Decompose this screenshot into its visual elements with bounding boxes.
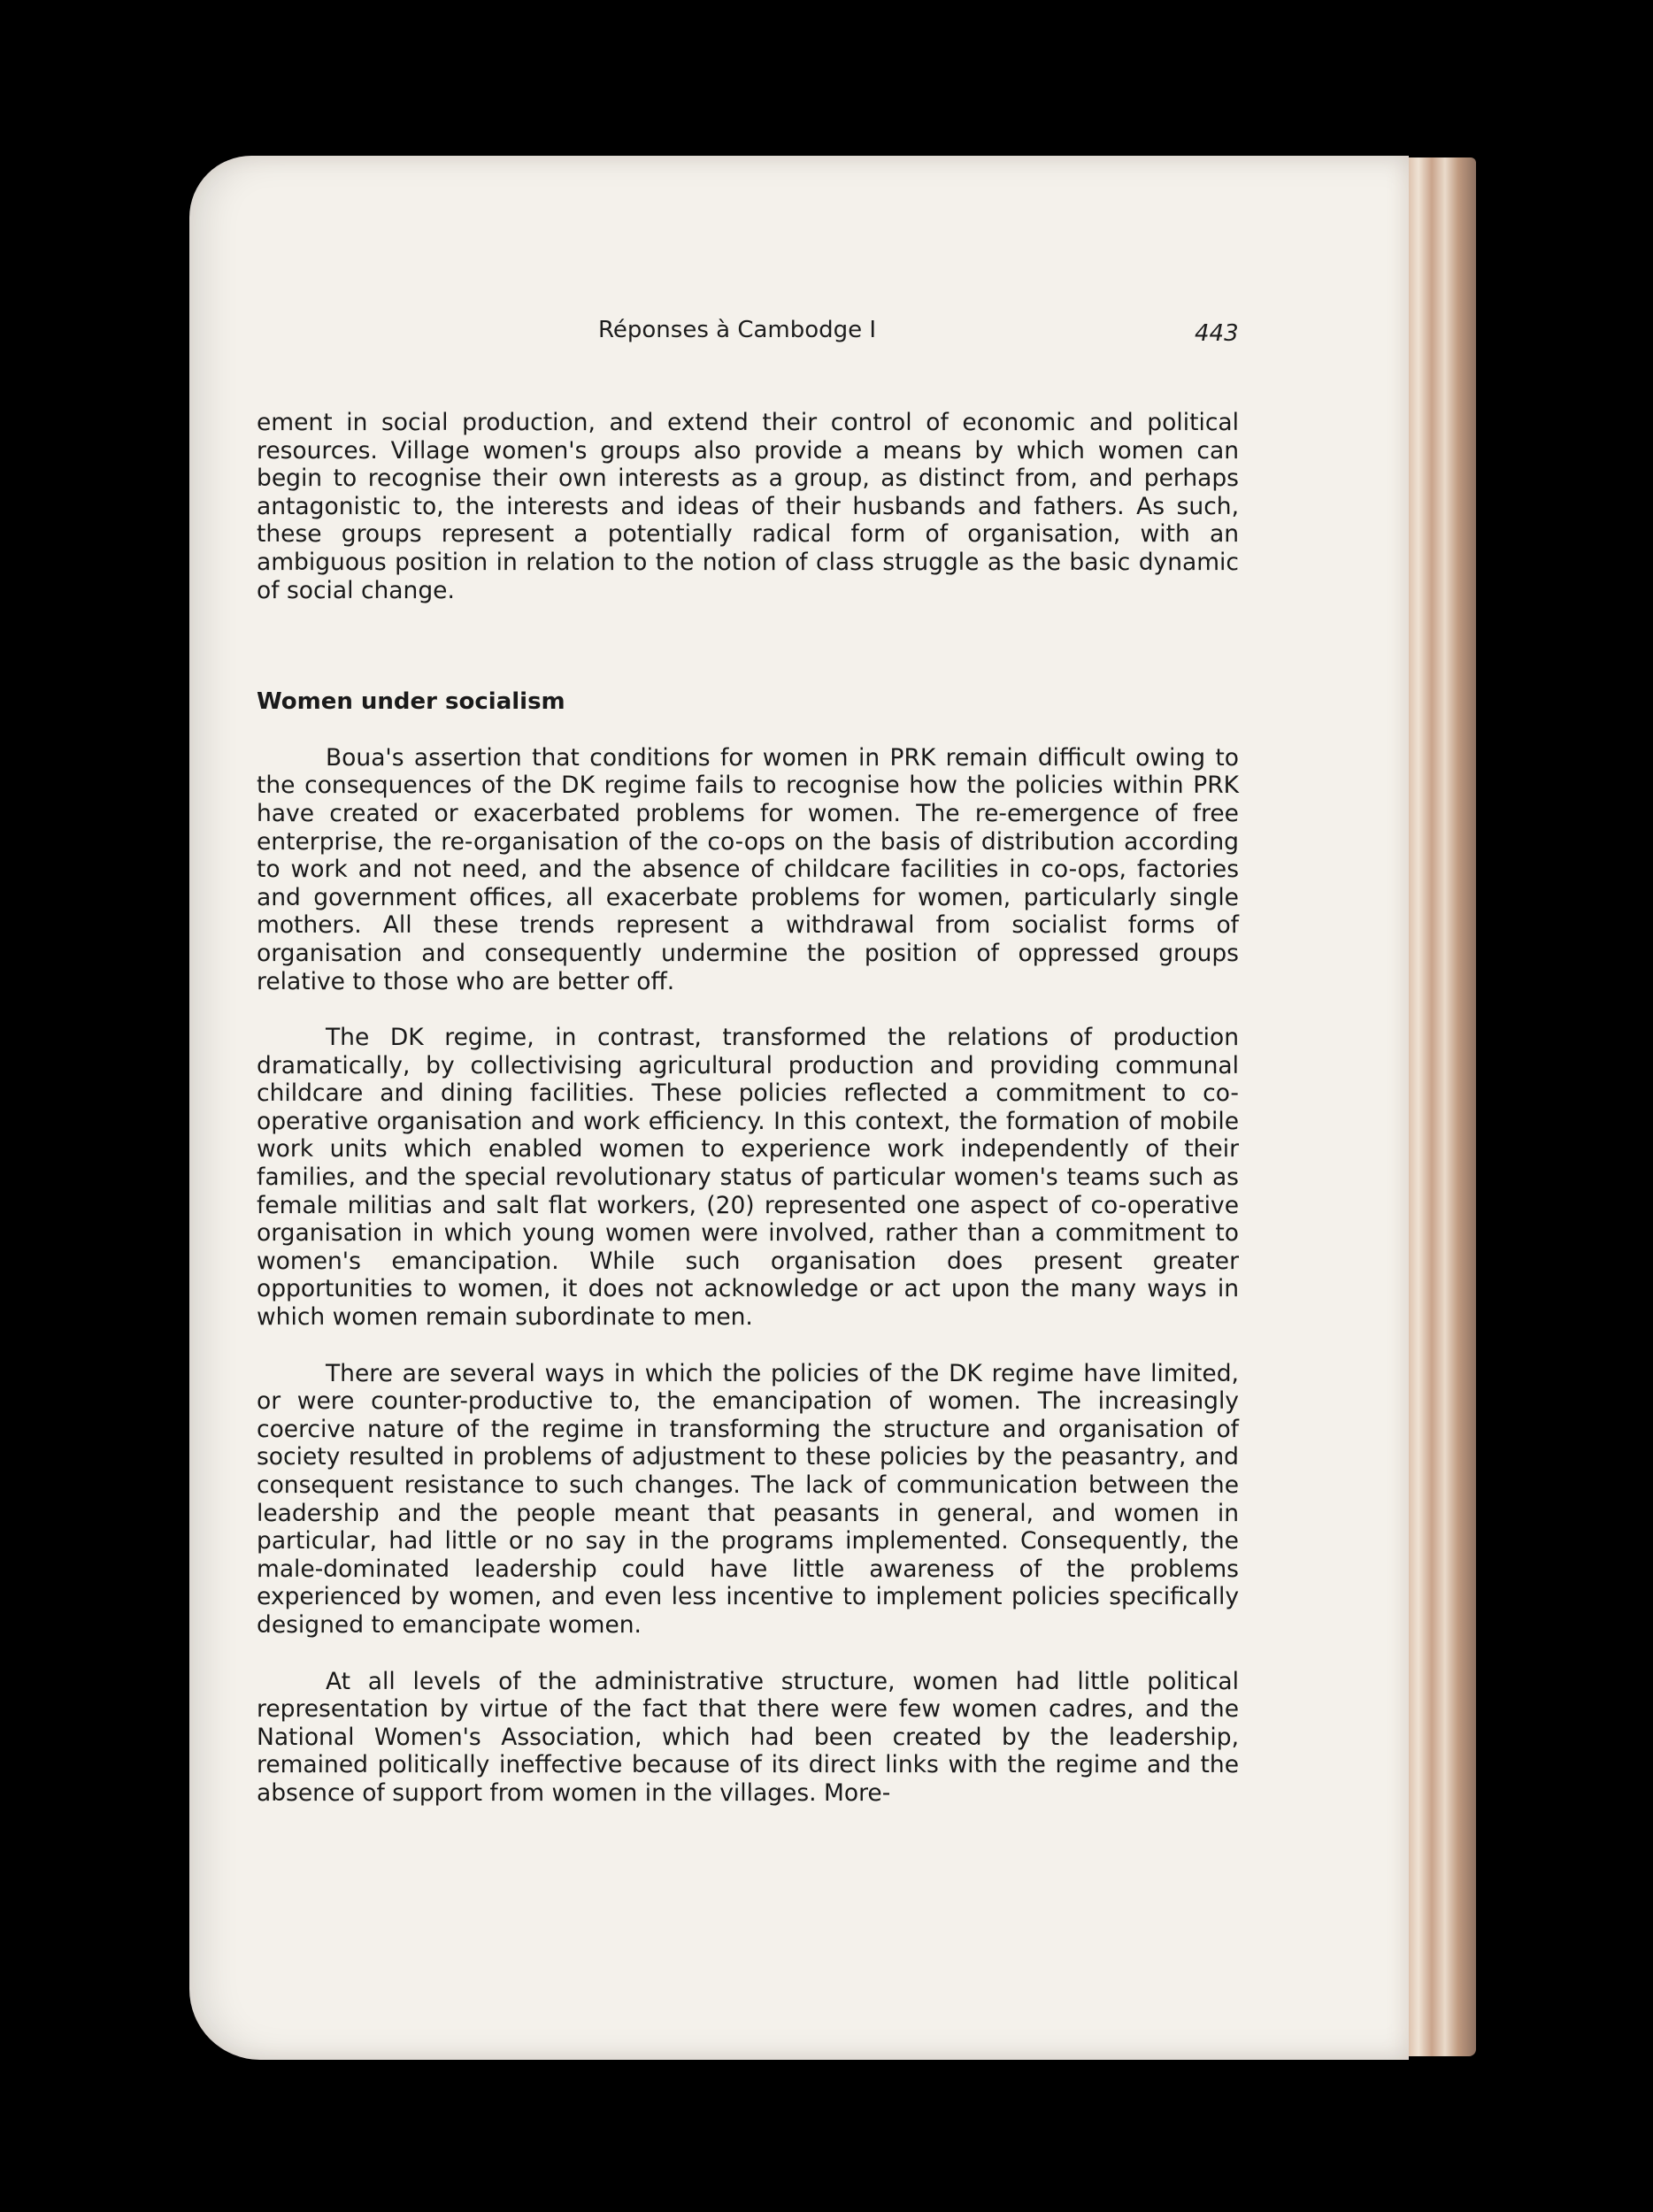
paragraph-administrative-structure: At all levels of the administrative structure, women had little political representation by virtue of the fact that there were few women cadres, and the National Women's Association, which had been created by the leadership, remained politically ineffective because of its direct links with the regime and the absence of support from women in the villages. More- [257, 1667, 1239, 1807]
body-text [257, 409, 1239, 1836]
section-heading: Women under socialism [257, 688, 565, 716]
paragraph-several-ways: There are several ways in which the policies of the DK regime have limited, or were counter-productive to, the emancipation of women. The increasingly coercive nature of the regime in transforming the structure and organisation of society resulted in problems of adjustment to these policies by the peasantry, and consequent resistance to such changes. The lack of communication between the leadership and the people meant that peasants in general, and women in particular, had little or no say in the programs implemented. Consequently, the male-dominated leadership could have little awareness of the problems experienced by women, and even less incentive to implement policies specifically designed to emancipate women. [257, 1359, 1239, 1639]
running-header [262, 317, 1239, 352]
paragraph-boua-assertion: Boua's assertion that conditions for women in PRK remain difficult owing to the consequences of the DK regime fails to recognise how the policies within PRK have created or exacerbated problems for women. The re-emergence of free enterprise, the re-organisation of the co-ops on the basis of distribution according to work and not need, and the absence of childcare facilities in co-ops, factories and government offices, all exacerbate problems for women, particularly single mothers. All these trends represent a withdrawal from socialist forms of organisation and consequently undermine the position of oppressed groups relative to those who are better off. [257, 743, 1239, 995]
paragraph-dk-regime: The DK regime, in contrast, transformed the relations of production dramatically, by collectivising agricultural production and providing communal childcare and dining facilities. These policies reflected a commitment to co-operative organisation and work efficiency. In this context, the formation of mobile work units which enabled women to experience work independently of their families, and the special revolutionary status of particular women's teams such as female militias and salt flat workers, (20) represented one aspect of co-operative organisation in which young women were involved, rather than a commitment to women's emancipation. While such organisation does present greater opportunities to women, it does not acknowledge or act upon the many ways in which women remain subordinate to men. [257, 1024, 1239, 1332]
paragraph-continuation: ement in social production, and extend their control of economic and political resources. Village women's groups also provide a means by which women can begin to recognise their own interests as a group, as distinct from, and perhaps antagonistic to, the interests and ideas of their husbands and fathers. As such, these groups represent a potentially radical form of organisation, with an ambiguous position in relation to the notion of class struggle as the basic dynamic of social change. [257, 409, 1239, 604]
page-number: 443 [1195, 320, 1239, 347]
running-title: Réponses à Cambodge I [598, 317, 877, 343]
